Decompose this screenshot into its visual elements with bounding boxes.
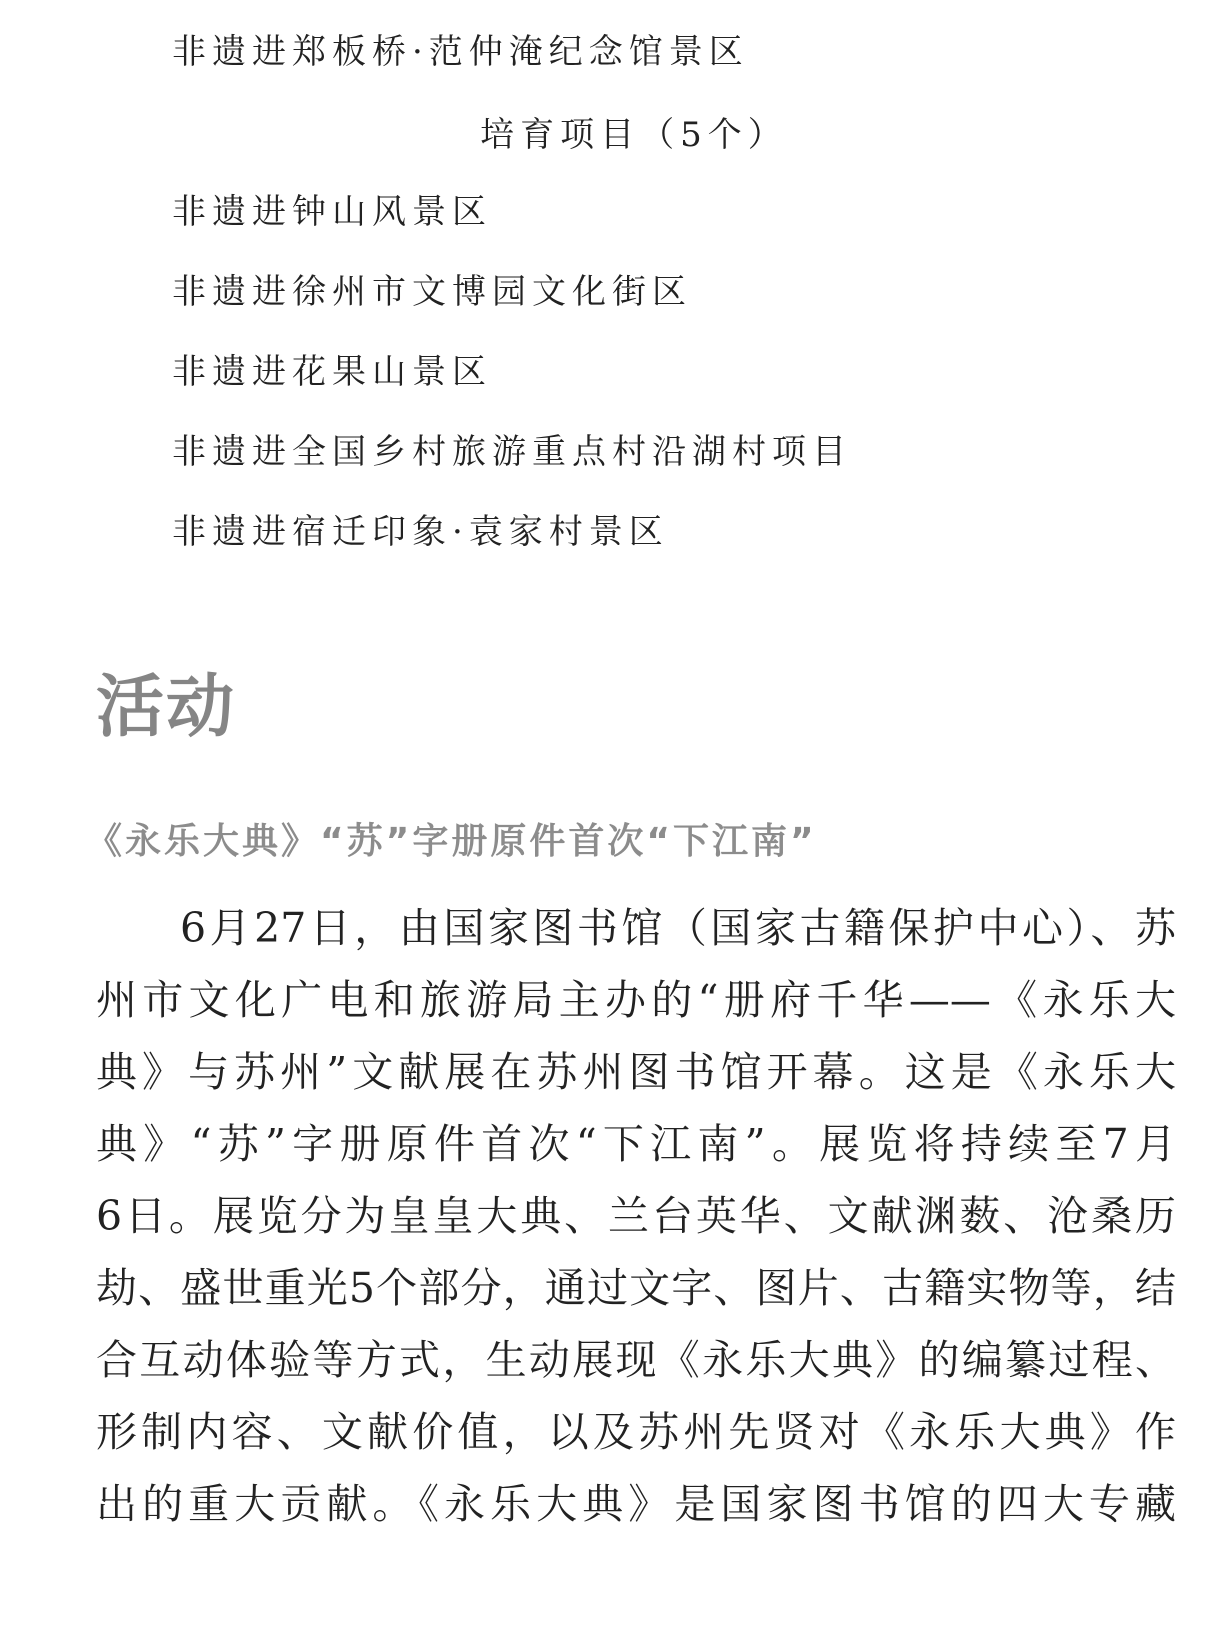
- article-title: 《永乐大典》“苏”字册原件首次“下江南”: [86, 821, 817, 862]
- body-line: 合互动体验等方式，生动展现《永乐大典》的编纂过程、: [96, 1336, 1176, 1384]
- list-item: 非遗进钟山风景区: [172, 192, 492, 232]
- body-line: 劫、盛世重光5个部分，通过文字、图片、古籍实物等，结: [96, 1264, 1176, 1312]
- list-item: 非遗进徐州市文博园文化街区: [172, 272, 692, 312]
- body-line: 形制内容、文献价值，以及苏州先贤对《永乐大典》作: [96, 1408, 1176, 1456]
- body-line: 6日。展览分为皇皇大典、兰台英华、文献渊薮、沧桑历: [96, 1192, 1176, 1240]
- body-line: 出的重大贡献。《永乐大典》是国家图书馆的四大专藏: [96, 1480, 1176, 1528]
- section-title: 活动: [96, 668, 237, 747]
- list-item: 非遗进郑板桥·范仲淹纪念馆景区: [172, 32, 749, 72]
- body-line: 典》与苏州”文献展在苏州图书馆开幕。这是《永乐大: [96, 1048, 1176, 1096]
- subheading: 培育项目（5个）: [480, 115, 788, 155]
- list-item: 非遗进全国乡村旅游重点村沿湖村项目: [172, 432, 852, 472]
- body-line: 典》“苏”字册原件首次“下江南”。展览将持续至7月: [96, 1120, 1176, 1168]
- list-item: 非遗进宿迁印象·袁家村景区: [172, 512, 669, 552]
- body-line: 州市文化广电和旅游局主办的“册府千华——《永乐大: [96, 976, 1176, 1024]
- body-line: 6月27日，由国家图书馆（国家古籍保护中心）、苏: [180, 904, 1176, 952]
- list-item: 非遗进花果山景区: [172, 352, 492, 392]
